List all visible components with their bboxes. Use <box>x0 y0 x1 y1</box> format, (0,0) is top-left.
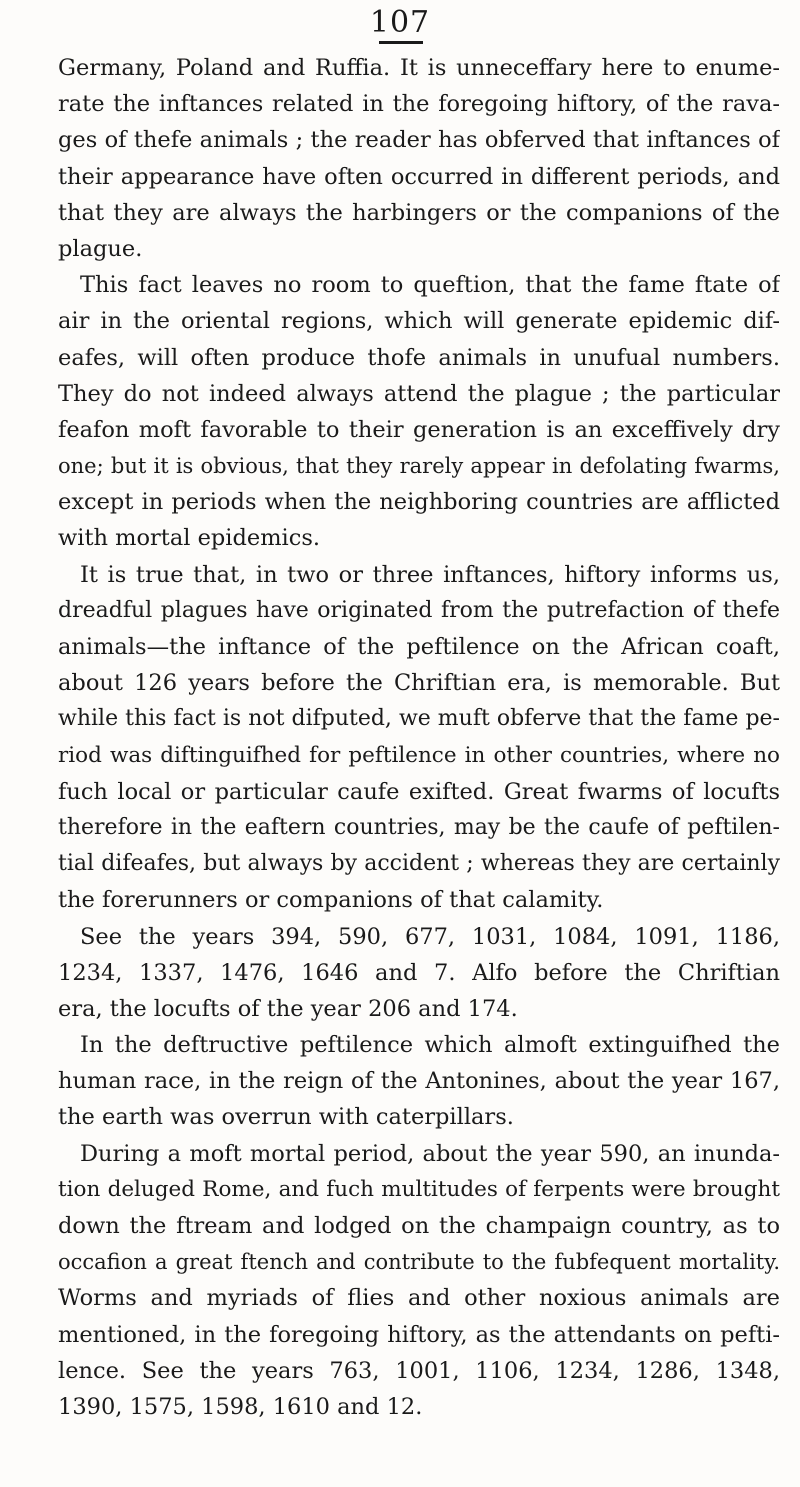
text-line: They do not indeed always attend the plague ; the particular <box>58 380 780 407</box>
text-line: that they are always the harbingers or the companions of the <box>58 199 780 226</box>
text-line: 1234, 1337, 1476, 1646 and 7. Alfo before the Chriftian <box>58 959 780 986</box>
text-line: ges of thefe animals ; the reader has obferved that inftances of <box>58 127 780 154</box>
text-line: rate the inftances related in the foregoing hiftory, of the rava- <box>58 91 780 118</box>
text-line: fuch local or particular caufe exifted. Great fwarms of locufts <box>58 778 780 805</box>
text-line: plague. <box>58 235 143 262</box>
page-number-rule <box>379 41 423 44</box>
text-line: In the deftructive peftilence which almoft extinguifhed the <box>80 1032 780 1059</box>
text-line: with mortal epidemics. <box>58 525 321 552</box>
text-line: tion deluged Rome, and fuch multitudes of ferpents were brought <box>58 1176 780 1202</box>
text-line: During a moft mortal period, about the year 590, an inunda- <box>80 1140 780 1167</box>
text-line: the forerunners or companions of that calamity. <box>58 887 604 914</box>
text-line: This fact leaves no room to queftion, that the fame ftate of <box>80 272 780 299</box>
text-line: human race, in the reign of the Antonines, about the year 167, <box>58 1068 780 1095</box>
text-line: one; but it is obvious, that they rarely appear in defolating fwarms, <box>58 454 780 479</box>
text-line: about 126 years before the Chriftian era, is memorable. But <box>58 670 780 697</box>
text-line: air in the oriental regions, which will generate epidemic dif- <box>58 308 780 335</box>
text-line: their appearance have often occurred in different periods, and <box>58 163 780 190</box>
text-line: except in periods when the neighboring countries are afflicted <box>58 489 780 516</box>
text-line: the earth was overrun with caterpillars. <box>58 1104 514 1131</box>
text-line: It is true that, in two or three inftances, hiftory informs us, <box>80 561 780 588</box>
text-line: occafion a great ftench and contribute to the fubfequent mortality. <box>58 1250 780 1275</box>
page-number: 107 <box>369 5 431 40</box>
text-line: Worms and myriads of flies and other noxious animals are <box>58 1285 780 1312</box>
text-line: dreadful plagues have originated from the putrefaction of thefe <box>58 597 780 623</box>
text-line: lence. See the years 763, 1001, 1106, 1234, 1286, 1348, <box>58 1357 780 1384</box>
text-line: eafes, will often produce thofe animals in unufual numbers. <box>58 344 780 371</box>
text-line: while this fact is not difputed, we muft obferve that the fame pe- <box>58 706 780 732</box>
text-line: down the ftream and lodged on the champaign country, as to <box>58 1213 780 1239</box>
text-line: See the years 394, 590, 677, 1031, 1084, 1091, 1186, <box>80 923 780 950</box>
text-line: Germany, Poland and Ruffia. It is unneceffary here to enume- <box>58 55 780 81</box>
text-line: riod was diftinguifhed for peftilence in other countries, where no <box>58 742 780 768</box>
text-line: animals—the inftance of the peftilence on the African coaft, <box>58 634 780 660</box>
text-line: feafon moft favorable to their generation is an exceffively dry <box>58 416 780 443</box>
text-line: mentioned, in the foregoing hiftory, as the attendants on pefti- <box>58 1321 780 1348</box>
text-line: era, the locufts of the year 206 and 174. <box>58 995 518 1022</box>
text-line: therefore in the eaftern countries, may be the caufe of peftilen- <box>58 814 780 840</box>
body-text <box>58 50 780 1425</box>
text-line: 1390, 1575, 1598, 1610 and 12. <box>58 1393 423 1420</box>
text-line: tial difeafes, but always by accident ; whereas they are certainly <box>58 851 780 877</box>
